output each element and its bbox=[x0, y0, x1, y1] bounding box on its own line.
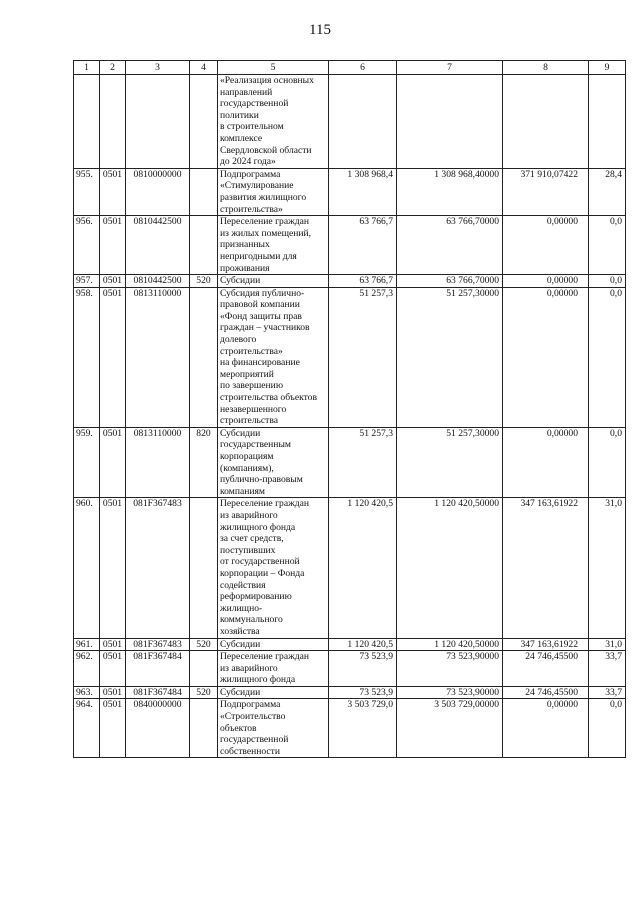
column-header: 1 bbox=[74, 61, 100, 75]
column-header: 7 bbox=[397, 61, 503, 75]
execution-percent-cell: 33,7 bbox=[589, 651, 626, 687]
item-name-cell: Субсидии bbox=[218, 686, 329, 699]
execution-percent-cell: 0,0 bbox=[589, 216, 626, 275]
section-code-cell: 0501 bbox=[100, 651, 126, 687]
section-code-cell: 0501 bbox=[100, 638, 126, 651]
approved-amount-cell: 73 523,9 bbox=[329, 686, 397, 699]
budget-allocation-cell: 73 523,90000 bbox=[397, 651, 503, 687]
item-name-cell: Переселение граждан из жилых помещений, признанных непригодными для проживания bbox=[218, 216, 329, 275]
execution-percent-cell: 33,7 bbox=[589, 686, 626, 699]
table-row bbox=[74, 498, 626, 638]
expense-type-code-cell bbox=[190, 699, 218, 758]
target-article-code-cell: 0810442500 bbox=[126, 275, 190, 288]
approved-amount-cell: 1 120 420,5 bbox=[329, 498, 397, 638]
budget-allocation-cell: 63 766,70000 bbox=[397, 216, 503, 275]
executed-amount-cell: 24 746,45500 bbox=[503, 651, 589, 687]
item-name-cell: Переселение граждан из аварийного жилищного фонда за счет средств, поступивших от государственной корпорации – Фонда содействия реформированию жилищно- коммунального хозяйства bbox=[218, 498, 329, 638]
target-article-code-cell: 081F367484 bbox=[126, 686, 190, 699]
approved-amount-cell bbox=[329, 75, 397, 169]
table-row bbox=[74, 216, 626, 275]
target-article-code-cell: 0810442500 bbox=[126, 216, 190, 275]
target-article-code-cell: 0810000000 bbox=[126, 168, 190, 215]
target-article-code-cell: 081F367483 bbox=[126, 638, 190, 651]
target-article-code-cell: 0840000000 bbox=[126, 699, 190, 758]
execution-percent-cell: 0,0 bbox=[589, 287, 626, 427]
budget-allocation-cell: 1 120 420,50000 bbox=[397, 498, 503, 638]
item-name-cell: Субсидии bbox=[218, 275, 329, 288]
table-row bbox=[74, 427, 626, 498]
budget-allocation-cell: 73 523,90000 bbox=[397, 686, 503, 699]
table-row bbox=[74, 699, 626, 758]
executed-amount-cell: 0,00000 bbox=[503, 427, 589, 498]
executed-amount-cell: 371 910,07422 bbox=[503, 168, 589, 215]
target-article-code-cell bbox=[126, 75, 190, 169]
row-number-cell: 964. bbox=[74, 699, 100, 758]
execution-percent-cell: 0,0 bbox=[589, 275, 626, 288]
row-number-cell: 961. bbox=[74, 638, 100, 651]
section-code-cell: 0501 bbox=[100, 287, 126, 427]
table-row bbox=[74, 638, 626, 651]
section-code-cell: 0501 bbox=[100, 427, 126, 498]
executed-amount-cell bbox=[503, 75, 589, 169]
execution-percent-cell: 31,0 bbox=[589, 498, 626, 638]
row-number-cell: 959. bbox=[74, 427, 100, 498]
column-header: 6 bbox=[329, 61, 397, 75]
row-number-cell: 962. bbox=[74, 651, 100, 687]
item-name-cell: Подпрограмма «Строительство объектов государственной собственности bbox=[218, 699, 329, 758]
execution-percent-cell: 0,0 bbox=[589, 427, 626, 498]
execution-percent-cell bbox=[589, 75, 626, 169]
row-number-cell: 963. bbox=[74, 686, 100, 699]
executed-amount-cell: 0,00000 bbox=[503, 287, 589, 427]
executed-amount-cell: 0,00000 bbox=[503, 699, 589, 758]
execution-percent-cell: 28,4 bbox=[589, 168, 626, 215]
expense-type-code-cell bbox=[190, 651, 218, 687]
expense-type-code-cell: 820 bbox=[190, 427, 218, 498]
table-row bbox=[74, 686, 626, 699]
budget-table bbox=[73, 60, 626, 758]
section-code-cell: 0501 bbox=[100, 686, 126, 699]
item-name-cell: Субсидия публично- правовой компании «Фонд защиты прав граждан – участников долевого строительства» на финансирование мероприятий по завершению строительства объектов незавершенного строительства bbox=[218, 287, 329, 427]
approved-amount-cell: 73 523,9 bbox=[329, 651, 397, 687]
row-number-cell: 960. bbox=[74, 498, 100, 638]
expense-type-code-cell bbox=[190, 287, 218, 427]
executed-amount-cell: 24 746,45500 bbox=[503, 686, 589, 699]
table-row bbox=[74, 275, 626, 288]
page-number: 115 bbox=[309, 22, 331, 38]
row-number-cell: 958. bbox=[74, 287, 100, 427]
row-number-cell: 955. bbox=[74, 168, 100, 215]
target-article-code-cell: 081F367483 bbox=[126, 498, 190, 638]
approved-amount-cell: 63 766,7 bbox=[329, 275, 397, 288]
column-header: 4 bbox=[190, 61, 218, 75]
executed-amount-cell: 347 163,61922 bbox=[503, 638, 589, 651]
row-number-cell: 956. bbox=[74, 216, 100, 275]
budget-allocation-cell: 51 257,30000 bbox=[397, 287, 503, 427]
expense-type-code-cell: 520 bbox=[190, 638, 218, 651]
expense-type-code-cell bbox=[190, 498, 218, 638]
execution-percent-cell: 0,0 bbox=[589, 699, 626, 758]
section-code-cell: 0501 bbox=[100, 168, 126, 215]
expense-type-code-cell bbox=[190, 75, 218, 169]
executed-amount-cell: 0,00000 bbox=[503, 216, 589, 275]
table-row bbox=[74, 168, 626, 215]
budget-allocation-cell: 1 120 420,50000 bbox=[397, 638, 503, 651]
table-header-row bbox=[74, 61, 626, 75]
row-number-cell bbox=[74, 75, 100, 169]
approved-amount-cell: 51 257,3 bbox=[329, 287, 397, 427]
approved-amount-cell: 51 257,3 bbox=[329, 427, 397, 498]
expense-type-code-cell bbox=[190, 216, 218, 275]
section-code-cell: 0501 bbox=[100, 699, 126, 758]
table-body bbox=[74, 75, 626, 758]
approved-amount-cell: 63 766,7 bbox=[329, 216, 397, 275]
item-name-cell: Подпрограмма «Стимулирование развития жилищного строительства» bbox=[218, 168, 329, 215]
item-name-cell: Субсидии bbox=[218, 638, 329, 651]
item-name-cell: Переселение граждан из аварийного жилищного фонда bbox=[218, 651, 329, 687]
section-code-cell: 0501 bbox=[100, 216, 126, 275]
column-header: 8 bbox=[503, 61, 589, 75]
column-header: 9 bbox=[589, 61, 626, 75]
expense-type-code-cell: 520 bbox=[190, 275, 218, 288]
table-row bbox=[74, 651, 626, 687]
execution-percent-cell: 31,0 bbox=[589, 638, 626, 651]
expense-type-code-cell: 520 bbox=[190, 686, 218, 699]
budget-allocation-cell bbox=[397, 75, 503, 169]
section-code-cell bbox=[100, 75, 126, 169]
table-row bbox=[74, 287, 626, 427]
executed-amount-cell: 0,00000 bbox=[503, 275, 589, 288]
expense-type-code-cell bbox=[190, 168, 218, 215]
section-code-cell: 0501 bbox=[100, 498, 126, 638]
column-header: 5 bbox=[218, 61, 329, 75]
budget-allocation-cell: 51 257,30000 bbox=[397, 427, 503, 498]
approved-amount-cell: 3 503 729,0 bbox=[329, 699, 397, 758]
section-code-cell: 0501 bbox=[100, 275, 126, 288]
item-name-cell: Субсидии государственным корпорациям (компаниям), публично-правовым компаниям bbox=[218, 427, 329, 498]
table-row bbox=[74, 75, 626, 169]
target-article-code-cell: 0813110000 bbox=[126, 287, 190, 427]
approved-amount-cell: 1 308 968,4 bbox=[329, 168, 397, 215]
column-header: 3 bbox=[126, 61, 190, 75]
target-article-code-cell: 0813110000 bbox=[126, 427, 190, 498]
budget-allocation-cell: 1 308 968,40000 bbox=[397, 168, 503, 215]
row-number-cell: 957. bbox=[74, 275, 100, 288]
executed-amount-cell: 347 163,61922 bbox=[503, 498, 589, 638]
approved-amount-cell: 1 120 420,5 bbox=[329, 638, 397, 651]
column-header: 2 bbox=[100, 61, 126, 75]
target-article-code-cell: 081F367484 bbox=[126, 651, 190, 687]
budget-allocation-cell: 3 503 729,00000 bbox=[397, 699, 503, 758]
item-name-cell: «Реализация основных направлений государственной политики в строительном комплексе Свердловской области до 2024 года» bbox=[218, 75, 329, 169]
budget-allocation-cell: 63 766,70000 bbox=[397, 275, 503, 288]
